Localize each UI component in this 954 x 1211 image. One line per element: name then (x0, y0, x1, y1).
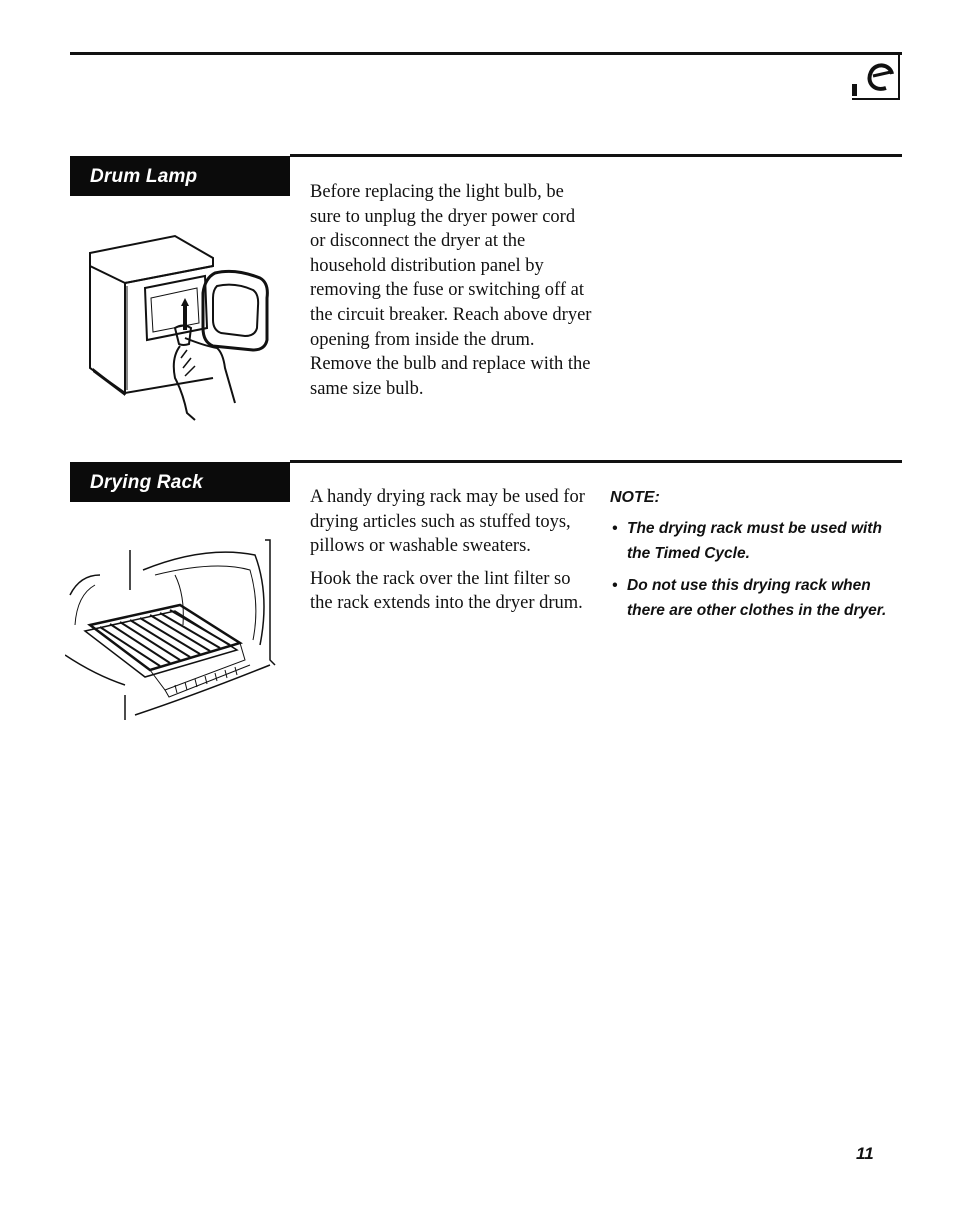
top-rule (70, 52, 902, 55)
drying-rack-paragraph-1: A handy drying rack may be used for drying articles such as stuffed toys, pillows or washable sweaters. (310, 487, 585, 557)
drying-rack-heading: Drying Rack (70, 462, 290, 502)
note-list (610, 516, 900, 623)
drying-rack-text (310, 485, 595, 624)
drum-lamp-heading: Drum Lamp (70, 156, 290, 196)
note-item-text: Do not use this drying rack when there are other clothes in the dryer. (627, 577, 887, 619)
drum-lamp-rule (290, 154, 902, 157)
drying-rack-note (610, 485, 900, 630)
note-title: NOTE: (610, 489, 660, 506)
page-number: 11 (856, 1144, 874, 1163)
drum-lamp-paragraph: Before replacing the light bulb, be sure to unplug the dryer power cord or disconnect the dryer at the household distribution panel by removing the fuse or switching off at the circuit breaker. Reach above dryer opening from inside the drum. Remove the bulb and replace with the same size bulb. (310, 182, 592, 399)
bullet-icon: • (612, 577, 618, 594)
corner-logo-box (852, 52, 900, 100)
drying-rack-rule (290, 460, 902, 463)
note-item (610, 516, 900, 566)
note-item (610, 573, 900, 623)
drying-rack-illustration (65, 535, 280, 730)
drum-lamp-text (310, 180, 595, 409)
bullet-icon: • (612, 520, 618, 537)
ge-logo-icon (852, 52, 900, 100)
note-item-text: The drying rack must be used with the Timed Cycle. (627, 520, 882, 562)
drying-rack-paragraph-2: Hook the rack over the lint filter so the rack extends into the dryer drum. (310, 568, 583, 614)
dryer-drum-lamp-illustration (85, 228, 275, 428)
